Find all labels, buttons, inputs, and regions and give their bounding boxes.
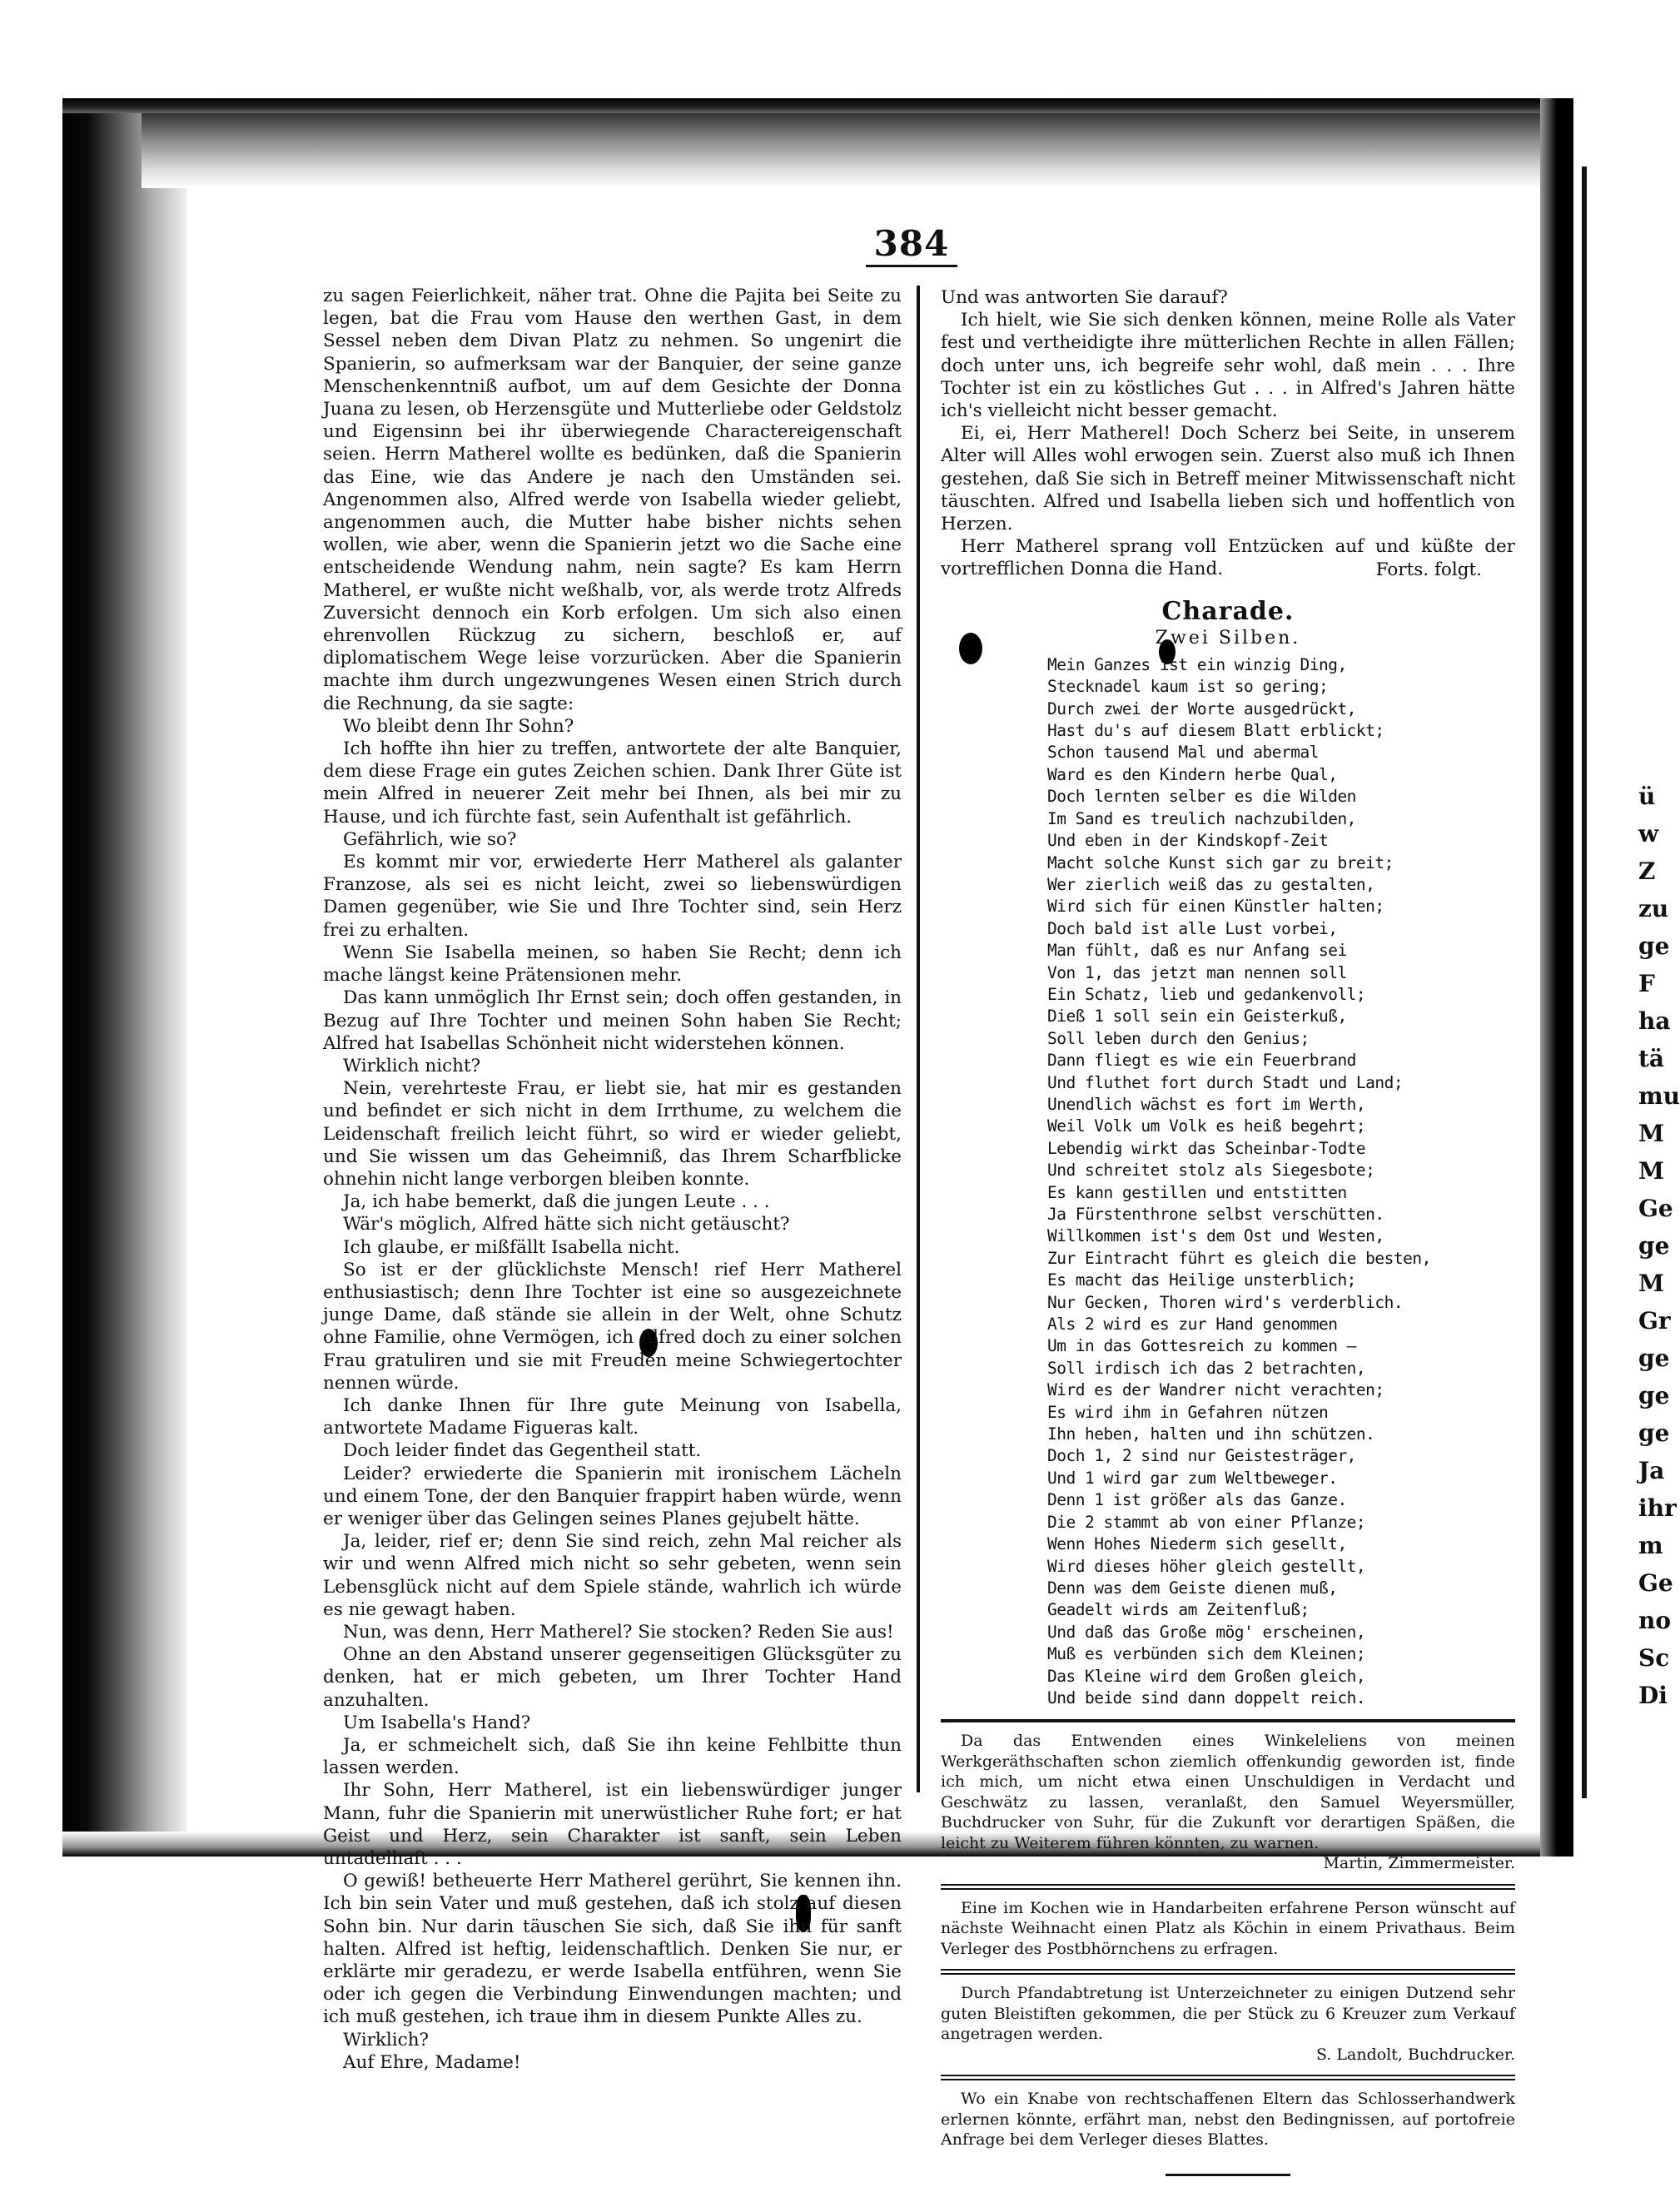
poem-line: Als 2 wird es zur Hand genommen xyxy=(1047,1315,1338,1335)
story-paragraph: Wirklich? xyxy=(343,2029,430,2050)
next-page-fragment: w xyxy=(1638,820,1659,847)
notice-divider xyxy=(941,1719,1515,1722)
book-gutter-shadow xyxy=(62,98,187,1855)
story-paragraph: Nun, was denn, Herr Matherel? Sie stocken? Reden Sie aus! xyxy=(343,1621,894,1643)
poem-line: Macht solche Kunst sich gar zu breit; xyxy=(1047,852,1394,872)
poem-line: Unendlich wächst es fort im Werth, xyxy=(1047,1094,1366,1114)
story-paragraph: Wenn Sie Isabella meinen, so haben Sie Recht; denn ich mache längst keine Prätensionen mehr. xyxy=(323,942,902,987)
poem-line: Wenn Hohes Niederm sich gesellt, xyxy=(1047,1534,1347,1554)
notice-text: Da das Entwenden eines Winkeleliens von meinen Werkgeräthschaften schon ziemlich offenkundig geworden ist, finde ich mich, um nicht etwa einen Unschuldigen in Verdacht und Geschwätz zu lassen, veranlaßt, den Samuel Weyersmüller, Buchdrucker von Suhr, für die Zukunft vor derartigen Späßen, die leicht zu Weiterem führen könnten, zu warnen. xyxy=(941,1732,1515,1852)
poem-line: Und schreitet stolz als Siegesbote; xyxy=(1047,1161,1375,1181)
notice-divider xyxy=(941,1969,1515,1975)
poem-line: Um in das Gottesreich zu kommen — xyxy=(1047,1336,1356,1356)
notice-text: Eine im Kochen wie in Handarbeiten erfahrene Person wünscht auf nächste Weihnacht einen Platz als Köchin in einem Privathaus. Beim Verleger des Postbhörnchens zu erfragen. xyxy=(941,1898,1515,1958)
story-paragraph: Ei, ei, Herr Matherel! Doch Scherz bei Seite, in unserem Alter will Alles wohl erwogen sein. Zuerst also muß ich Ihnen gestehen, daß Sie sich in Betreff meiner Mitwissenschaft nicht täuschten. Alfred und Isabella lieben sich und hoffentlich von Herzen. xyxy=(941,423,1515,535)
notice-text: Wo ein Knabe von rechtschaffenen Eltern das Schlosserhandwerk erlernen könnte, erfährt man, nebst den Bedingnissen, auf portofreie Anfrage bei dem Verleger dieses Blattes. xyxy=(941,2090,1515,2150)
charade-poem xyxy=(1047,654,1515,1710)
next-page-fragment: tä xyxy=(1638,1045,1665,1072)
poem-line: Und fluthet fort durch Stadt und Land; xyxy=(1047,1072,1404,1092)
story-column-left xyxy=(323,285,902,2074)
story-last-paragraph: Herr Matherel sprang voll Entzücken auf und küßte der vortrefflichen Donna die Hand. xyxy=(941,536,1515,580)
poem-line: Im Sand es treulich nachzubilden, xyxy=(1047,808,1356,828)
poem-line: Stecknadel kaum ist so gering; xyxy=(1047,677,1329,697)
poem-line: Mein Ganzes ist ein winzig Ding, xyxy=(1047,654,1347,674)
next-page-fragment: ü xyxy=(1638,783,1656,810)
notices-section xyxy=(941,1719,1515,2150)
notice-signature: Martin, Zimmermeister. xyxy=(1323,1854,1515,1873)
next-page-fragment: F xyxy=(1638,970,1655,997)
poem-line: Und beide sind dann doppelt reich. xyxy=(1047,1688,1366,1707)
notice xyxy=(941,1898,1515,1960)
story-paragraph: Ich hielt, wie Sie sich denken können, meine Rolle als Vater fest und vertheidigte ihre mütterlichen Rechte in allen Fällen; doch unter uns, ich begreife sehr wohl, daß mein . . . Ihre Tochter ist ein zu köstliches Gut . . . in Alfred's Jahren hätte ich's vielleicht nicht besser gemacht. xyxy=(941,310,1515,422)
notice-divider xyxy=(941,1884,1515,1890)
story-paragraph: Nein, verehrteste Frau, er liebt sie, hat mir es gestanden und befindet er sich nicht in dem Irrthume, zu welchem die Leidenschaft freilich leicht führt, so wird er wieder geliebt, und Sie wissen um das Geheimniß, das Ihrem Scharfblicke ohnehin nicht lange verborgen bleiben konnte. xyxy=(323,1078,902,1190)
next-page-fragment: Gr xyxy=(1638,1307,1671,1335)
end-rule xyxy=(1166,2174,1290,2176)
poem-line: Wird es der Wandrer nicht verachten; xyxy=(1047,1380,1384,1400)
poem-line: Durch zwei der Worte ausgedrückt, xyxy=(1047,698,1356,718)
poem-line: Das Kleine wird dem Großen gleich, xyxy=(1047,1666,1366,1686)
poem-line: Denn 1 ist größer als das Ganze. xyxy=(1047,1490,1347,1510)
poem-line: Denn was dem Geiste dienen muß, xyxy=(1047,1578,1338,1598)
story-paragraph: Es kommt mir vor, erwiederte Herr Matherel als galanter Franzose, als sei es nicht leicht, zwei so liebenswürdigen Damen gegenüber, wie Sie und Ihre Tochter sind, sein Herz frei zu erhalten. xyxy=(323,852,902,941)
poem-line: Und eben in der Kindskopf-Zeit xyxy=(1047,831,1329,851)
poem-line: Es macht das Heilige unsterblich; xyxy=(1047,1270,1356,1290)
story-paragraph: Doch leider findet das Gegentheil statt. xyxy=(343,1440,702,1462)
story-paragraph: Ich danke Ihnen für Ihre gute Meinung von Isabella, antwortete Madame Figueras kalt. xyxy=(323,1394,902,1439)
poem-line: Hast du's auf diesem Blatt erblickt; xyxy=(1047,721,1384,741)
notice-divider xyxy=(941,2075,1515,2080)
poem-line: Geadelt wirds am Zeitenfluß; xyxy=(1047,1600,1310,1620)
notice xyxy=(941,2089,1515,2150)
next-page-fragment: Ge xyxy=(1638,1569,1673,1597)
next-page-fragment: ge xyxy=(1638,1419,1670,1447)
poem-line: Weil Volk um Volk es heiß begehrt; xyxy=(1047,1116,1366,1136)
next-page-fragment: M xyxy=(1638,1270,1664,1297)
next-page-fragment: Z xyxy=(1638,857,1656,885)
poem-line: Es wird ihm in Gefahren nützen xyxy=(1047,1402,1329,1422)
poem-line: Und daß das Große mög' erscheinen, xyxy=(1047,1622,1366,1642)
poem-line: Dann fliegt es wie ein Feuerbrand xyxy=(1047,1051,1356,1071)
poem-line: Ja Fürstenthrone selbst verschütten. xyxy=(1047,1205,1384,1224)
next-page-fragment: M xyxy=(1638,1120,1664,1147)
next-page-fragment: m xyxy=(1638,1532,1663,1559)
poem-line: Soll leben durch den Genius; xyxy=(1047,1028,1310,1048)
poem-line: Willkommen ist's dem Ost und Westen, xyxy=(1047,1226,1384,1246)
poem-line: Von 1, das jetzt man nennen soll xyxy=(1047,962,1347,982)
story-paragraph: Und was antworten Sie darauf? xyxy=(941,287,1228,308)
poem-line: Schon tausend Mal und abermal xyxy=(1047,743,1319,763)
poem-line: Doch lernten selber es die Wilden xyxy=(1047,787,1356,807)
poem-line: Lebendig wirkt das Scheinbar-Todte xyxy=(1047,1138,1366,1158)
story-paragraph: Um Isabella's Hand? xyxy=(343,1712,531,1733)
story-continuation xyxy=(941,286,1515,535)
story-paragraph: Ja, er schmeichelt sich, daß Sie ihn keine Fehlbitte thun lassen werden. xyxy=(323,1735,902,1779)
story-paragraph: Wär's möglich, Alfred hätte sich nicht getäuscht? xyxy=(343,1214,790,1235)
story-paragraph: Gefährlich, wie so? xyxy=(343,828,517,850)
charade-subtitle: Zwei Silben. xyxy=(1155,627,1301,649)
next-page-fragment: mu xyxy=(1638,1082,1680,1110)
poem-line: Ward es den Kindern herbe Qual, xyxy=(1047,764,1338,784)
next-page-fragment: Ja xyxy=(1638,1457,1665,1484)
poem-line: Die 2 stammt ab von einer Pflanze; xyxy=(1047,1512,1366,1532)
book-fold-shadow xyxy=(1540,98,1573,1857)
next-page-border xyxy=(1582,167,1587,1798)
next-page-fragment: ha xyxy=(1638,1007,1671,1035)
next-page-fragment: ihr xyxy=(1638,1494,1677,1522)
story-paragraph: Ich hoffte ihn hier zu treffen, antwortete der alte Banquier, dem diese Frage ein gutes Zeichen schien. Dank Ihrer Güte ist mein Alfred in neuerer Zeit mehr bei Ihnen, als bei mir zu Hause, und ich fürchte fast, sein Aufenthalt ist gefährlich. xyxy=(323,738,902,828)
poem-line: Wird sich für einen Künstler halten; xyxy=(1047,897,1384,917)
charade-title: Charade. xyxy=(1161,596,1295,626)
page-number: 384 xyxy=(873,223,950,264)
story-paragraph: Wo bleibt denn Ihr Sohn? xyxy=(343,715,574,737)
notice-signature: S. Landolt, Buchdrucker. xyxy=(1316,2045,1515,2064)
notice-text: Durch Pfandabtretung ist Unterzeichneter zu einigen Dutzend sehr guten Bleistiften gekommen, die per Stück zu 6 Kreuzer zum Verkauf angetragen werden. xyxy=(941,1984,1515,2044)
notice xyxy=(941,1731,1515,1874)
next-page-fragment: no xyxy=(1638,1607,1672,1634)
story-paragraph: Leider? erwiederte die Spanierin mit ironischem Lächeln und einem Tone, der den Banquier frappirt haben würde, wenn er weniger über das Gelingen seines Planes gejubelt hätte. xyxy=(323,1463,902,1529)
story-paragraph: Das kann unmöglich Ihr Ernst sein; doch offen gestanden, in Bezug auf Ihre Tochter und meinen Sohn haben Sie Recht; Alfred hat Isabellas Schönheit nicht widerstehen können. xyxy=(323,987,902,1054)
poem-line: Soll irdisch ich das 2 betrachten, xyxy=(1047,1358,1366,1378)
poem-line: Doch 1, 2 sind nur Geistesträger, xyxy=(1047,1446,1356,1466)
story-paragraph: Ihr Sohn, Herr Matherel, ist ein liebenswürdiger junger Mann, fuhr die Spanierin mit unerwüstlicher Ruhe fort; er hat Geist und Herz, sein Charakter ist sanft, sein Leben untadelhaft . . . xyxy=(323,1780,902,1870)
column-rule xyxy=(917,286,920,1792)
poem-line: Muß es verbünden sich dem Kleinen; xyxy=(1047,1644,1366,1664)
poem-line: Man fühlt, daß es nur Anfang sei xyxy=(1047,941,1347,961)
notice xyxy=(941,1983,1515,2065)
next-page-fragment: Ge xyxy=(1638,1195,1673,1222)
scan-margin-left xyxy=(0,0,62,2202)
poem-line: Es kann gestillen und entstitten xyxy=(1047,1182,1347,1202)
poem-line: Zur Eintracht führt es gleich die besten, xyxy=(1047,1248,1431,1268)
next-page-fragment: zu xyxy=(1638,895,1669,922)
story-paragraph: Ja, ich habe bemerkt, daß die jungen Leute . . . xyxy=(343,1191,770,1213)
next-page-fragment: ge xyxy=(1638,932,1670,960)
poem-line: Wer zierlich weiß das zu gestalten, xyxy=(1047,874,1375,894)
story-paragraph: zu sagen Feierlichkeit, näher trat. Ohne die Pajita bei Seite zu legen, bat die Frau vom Hause den werthen Gast, in dem Sessel neben dem Divan Platz zu nehmen. So ungenirt die Spanierin, so aufmerksam war der Banquier, der seine ganze Menschenkenntniß aufbot, um auf dem Gesichte der Donna Juana zu lesen, ob Herzensgüte und Mutterliebe oder Geldstolz und Eigensinn bei ihr überwiegende Charactereigenschaft seien. Herrn Matherel wollte es bedünken, daß die Spanierin das Eine, wie das Andere je nach den Umständen sei. Angenommen also, Alfred werde von Isabella wieder geliebt, angenommen auch, die Mutter habe bisher nichts sehen wollen, wie aber, wenn die Spanierin jetzt wo die Sache eine entscheidende Wendung nahm, nein sagte? Es kam Herrn Matherel, er wußte nicht weßhalb, vor, als werde trotz Alfreds Zuversicht dennoch ein Korb erfolgen. Um sich also einen ehrenvollen Rückzug zu sichern, beschloß er, auf diplomatischem Wege leise vorzurücken. Aber die Spanierin machte ihm durch ungezwungenes Wesen einen Strich durch die Rechnung, da sie sagte: xyxy=(323,286,902,714)
poem-line: Ihn heben, halten und ihn schützen. xyxy=(1047,1424,1375,1444)
story-paragraph: So ist er der glücklichste Mensch! rief Herr Matherel enthusiastisch; denn Ihre Tochter ist eine so ausgezeichnete junge Dame, daß stände sie allein in der Welt, ohne Schutz ohne Familie, ohne Vermögen, ich Alfred doch zu einer solchen Frau gratuliren und sie mit Freuden meine Schwiegertochter nennen würde. xyxy=(323,1259,902,1394)
page-top-shadow xyxy=(142,113,1540,188)
next-page-fragment: ge xyxy=(1638,1345,1670,1372)
next-page-fragment: Sc xyxy=(1638,1644,1670,1672)
poem-line: Nur Gecken, Thoren wird's verderblich. xyxy=(1047,1292,1404,1312)
next-page-fragment: ge xyxy=(1638,1232,1670,1260)
next-page-fragment: Di xyxy=(1638,1682,1668,1709)
poem-line: Und 1 wird gar zum Weltbeweger. xyxy=(1047,1468,1338,1488)
poem-line: Ein Schatz, lieb und gedankenvoll; xyxy=(1047,984,1366,1004)
scan-top-edge xyxy=(62,98,1569,113)
story-column-right xyxy=(941,286,1515,2176)
next-page-fragment: M xyxy=(1638,1157,1664,1185)
story-paragraph: Ich glaube, er mißfällt Isabella nicht. xyxy=(343,1236,680,1258)
page-number-rule xyxy=(866,265,957,267)
poem-line: Doch bald ist alle Lust vorbei, xyxy=(1047,918,1338,938)
next-page-fragment: ge xyxy=(1638,1382,1670,1409)
poem-line: Wird dieses höher gleich gestellt, xyxy=(1047,1556,1366,1576)
story-paragraph: O gewiß! betheuerte Herr Matherel gerührt, Sie kennen ihn. Ich bin sein Vater und muß gestehen, daß ich stolz auf diesen Sohn bin. Nur darin täuschen Sie sich, daß Sie ihn für sanft halten. Alfred ist heftig, leidenschaftlich. Denken Sie nur, er erklärte mir geradezu, er werde Isabella entführen, wenn Sie oder ich gegen die Verbindung Einwendungen machten; und ich muß gestehen, ich traue ihm in diesem Punkte Alles zu. xyxy=(323,1871,902,2028)
continued-note: Forts. folgt. xyxy=(1375,559,1482,580)
story-paragraph: Ja, leider, rief er; denn Sie sind reich, zehn Mal reicher als wir und wenn Alfred mich nicht so sehr gebeten, wenn sein Lebensglück nicht auf dem Spiele stände, wahrlich ich würde es nie gewagt haben. xyxy=(323,1531,902,1620)
story-paragraph: Ohne an den Abstand unserer gegenseitigen Glücksgüter zu denken, hat er mich gebeten, um Ihrer Tochter Hand anzuhalten. xyxy=(323,1644,902,1711)
story-paragraph: Auf Ehre, Madame! xyxy=(343,2051,521,2073)
poem-line: Dieß 1 soll sein ein Geisterkuß, xyxy=(1047,1007,1347,1026)
story-paragraph: Wirklich nicht? xyxy=(343,1055,481,1076)
